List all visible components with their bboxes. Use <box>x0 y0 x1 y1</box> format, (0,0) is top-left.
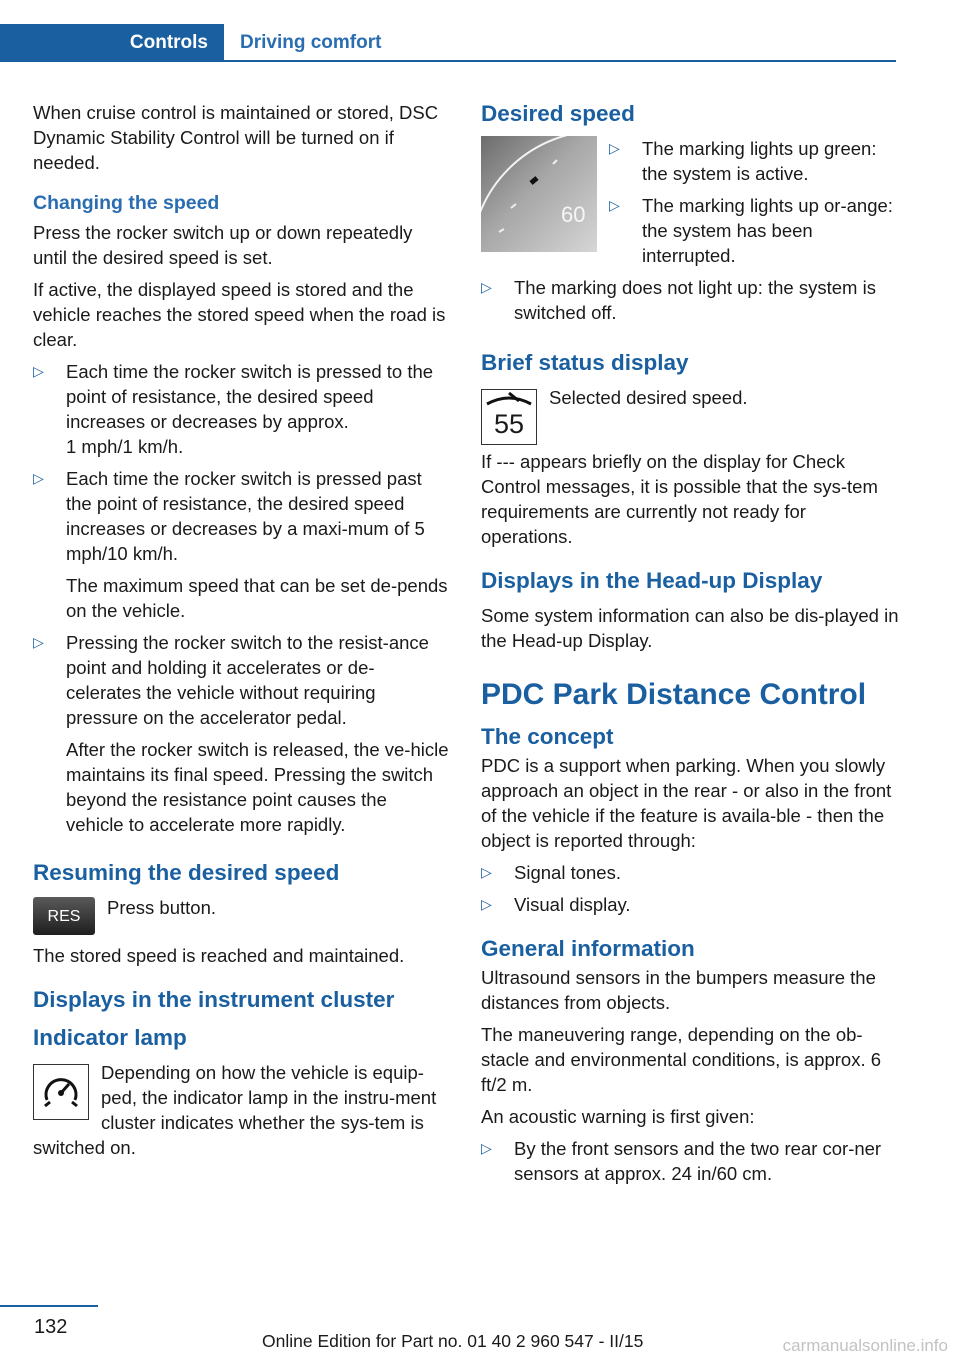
list-item: ▷ By the front sensors and the two rear cor-ner sensors at approx. 24 in/60 cm. <box>481 1136 899 1186</box>
section-tab-driving-comfort[interactable]: Driving comfort <box>240 32 382 53</box>
header-rule <box>224 60 896 62</box>
hud-heading: Displays in the Head-up Display <box>481 568 823 593</box>
bullet-text: Pressing the rocker switch to the resist-ance point and holding it accelerates or de-celerates the vehicle without requiring pressure on the accelerator pedal. <box>66 632 429 728</box>
speedometer-60-label: 60 <box>561 202 586 227</box>
concept-heading: The concept <box>481 724 614 749</box>
list-item: ▷ Visual display. <box>481 892 899 917</box>
speed-55-icon <box>481 389 537 445</box>
list-item: ▷ Signal tones. <box>481 860 899 885</box>
bullet-note: After the rocker switch is released, the ve-hicle maintains its final speed. Pressing the switch beyond the resistance point causes the vehicle to accelerate more rapidly. <box>66 739 449 835</box>
changing-speed-p1: Press the rocker switch up or down repeatedly until the desired speed is set. <box>33 222 413 268</box>
resuming-paragraph: The stored speed is reached and maintained. <box>33 945 405 966</box>
footer-rule <box>0 1305 98 1307</box>
changing-speed-list <box>33 359 449 837</box>
speedometer-image <box>481 136 597 252</box>
res-button-icon: RES <box>33 897 95 935</box>
concept-list <box>481 860 899 917</box>
general-p2: The maneuvering range, depending on the ob-stacle and environmental conditions, is approx. 6 ft/2 m. <box>481 1024 882 1095</box>
indicator-lamp-heading: Indicator lamp <box>33 1025 187 1050</box>
general-p1: Ultrasound sensors in the bumpers measure the distances from objects. <box>481 967 876 1013</box>
bullet-text: Each time the rocker switch is pressed past the point of resistance, the desired speed increases or decreases by a maxi-mum of 5 mph/10 km/h. <box>66 468 425 564</box>
brief-status-text: Selected desired speed. <box>549 387 748 408</box>
hud-paragraph: Some system information can also be dis-played in the Head-up Display. <box>481 605 899 651</box>
changing-speed-p2: If active, the displayed speed is stored and the vehicle reaches the stored speed when the road is clear. <box>33 279 446 350</box>
list-item: ▷ The marking lights up green: the system is active. <box>609 136 899 186</box>
concept-paragraph: PDC is a support when parking. When you slowly approach an object in the rear - or also in the front of the vehicle if the feature is availa-ble - then the object is reported through: <box>481 755 892 851</box>
indicator-lamp-text: Depending on how the vehicle is equip-ped, the indicator lamp in the instru-ment cluster indicates whether the sys-tem is switched on. <box>33 1062 437 1158</box>
pdc-title: PDC Park Distance Control <box>481 678 867 711</box>
general-info-heading: General information <box>481 936 695 961</box>
displays-cluster-heading: Displays in the instrument cluster <box>33 987 395 1012</box>
intro-paragraph: When cruise control is maintained or stored, DSC Dynamic Stability Control will be turned on if needed. <box>33 102 439 173</box>
right-column <box>481 100 899 1193</box>
brief-status-paragraph: If --- appears briefly on the display for Check Control messages, it is possible that the sys-tem requirements are currently not ready for operations. <box>481 451 878 547</box>
resuming-text: Press button. <box>107 897 217 918</box>
bullet-text: Each time the rocker switch is pressed to the point of resistance, the desired speed increases or decreases by approx. <box>66 361 434 432</box>
page-header <box>0 24 896 62</box>
bullet-note: The maximum speed that can be set de-pends on the vehicle. <box>66 575 448 621</box>
bullet-text-value: 1 mph/1 km/h. <box>66 436 184 457</box>
warning-list <box>481 1136 899 1186</box>
page-number: 132 <box>34 1316 68 1338</box>
desired-speed-list-b <box>481 275 899 325</box>
desired-speed-list-a <box>609 136 899 268</box>
list-item <box>33 359 449 459</box>
list-item <box>33 466 449 623</box>
list-item: ▷ The marking does not light up: the system is switched off. <box>481 275 899 325</box>
general-p3: An acoustic warning is first given: <box>481 1106 755 1127</box>
resuming-heading: Resuming the desired speed <box>33 860 340 885</box>
section-tab-controls[interactable]: Controls <box>0 24 224 62</box>
cruise-control-indicator-icon <box>33 1064 89 1120</box>
list-item: ▷ The marking lights up or-ange: the system has been interrupted. <box>609 193 899 268</box>
edition-footer: Online Edition for Part no. 01 40 2 960 547 - II/15 <box>262 1331 644 1351</box>
speed-55-label: 55 <box>493 409 525 439</box>
list-item <box>33 630 449 837</box>
desired-speed-heading: Desired speed <box>481 101 635 126</box>
left-column <box>33 100 449 1167</box>
watermark: carmanualsonline.info <box>782 1336 948 1355</box>
brief-status-heading: Brief status display <box>481 350 689 375</box>
changing-speed-heading: Changing the speed <box>33 192 220 214</box>
